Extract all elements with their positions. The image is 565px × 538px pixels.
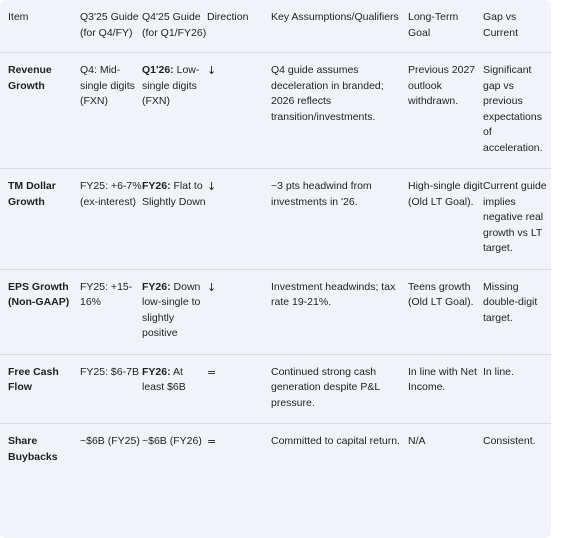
row-q4-guide-value: At least $6B [142, 365, 186, 393]
row-lt-goal: Previous 2027 outlook withdrawn. [408, 64, 476, 107]
header-q3-guide: Q3'25 Guide (for Q4/FY) [80, 11, 139, 39]
row-q4-guide-period: FY26: [142, 280, 171, 293]
header-lt-goal: Long-Term Goal [408, 11, 459, 39]
table-row [0, 354, 551, 424]
row-q4-guide [142, 53, 207, 169]
row-lt-goal: In line with Net Income. [408, 365, 477, 393]
row-direction: ↓ [207, 64, 217, 77]
row-q4-guide-period: FY26: [142, 365, 171, 378]
row-item: Free Cash Flow [8, 365, 59, 393]
header-gap: Gap vs Current [483, 11, 519, 39]
table-row [0, 169, 551, 270]
row-direction: ↓ [207, 280, 217, 294]
header-q4-guide: Q4'25 Guide (for Q1/FY26) [142, 11, 207, 39]
row-q4-guide-period: Q1'26: [142, 64, 174, 76]
row-gap: Significant gap vs previous expectations of acceleration. [483, 64, 543, 154]
row-q4-guide-period: FY26: [142, 180, 171, 192]
row-lt-goal: High-single digit (Old LT Goal). [408, 180, 483, 208]
row-assumptions: Continued strong cash generation despite P&L pressure. [271, 365, 380, 409]
row-q3-guide: Q4: Mid-single digits (FXN) [80, 64, 135, 107]
row-q3-guide: ~$6B (FY25) [80, 435, 140, 447]
row-q3-guide: FY25: +15-16% [80, 280, 133, 308]
header-direction: Direction [207, 11, 249, 23]
row-item: TM Dollar Growth [8, 180, 56, 208]
row-assumptions: Committed to capital return. [271, 435, 400, 447]
row-item: Revenue Growth [8, 64, 52, 92]
row-assumptions: Investment headwinds; tax rate 19-21%. [271, 280, 396, 308]
table-row [0, 53, 551, 169]
header-assumptions: Key Assumptions/Qualifiers [271, 11, 399, 23]
row-q3-guide: FY25: +6-7% (ex-interest) [80, 180, 142, 208]
row-q4-guide [142, 354, 207, 424]
row-direction: ↓ [207, 180, 217, 193]
row-q4-guide-value: Down low-single to slightly positive [142, 280, 201, 339]
row-q3-guide: FY25: $6-7B [80, 365, 139, 378]
row-q4-guide-value: Low-single digits (FXN) [142, 64, 200, 107]
row-assumptions: Q4 guide assumes deceleration in branded; 2026 reflects transition/investments. [271, 64, 384, 123]
row-gap: Missing double-digit target. [483, 280, 538, 324]
table-row [0, 424, 551, 478]
row-gap: Consistent. [483, 435, 536, 447]
row-item: EPS Growth (Non-GAAP) [8, 280, 70, 308]
row-assumptions: ~3 pts headwind from investments in '26. [271, 180, 372, 208]
row-q4-guide-value: Flat to Slightly Down [142, 180, 206, 208]
row-lt-goal: N/A [408, 435, 426, 447]
row-direction: = [207, 365, 217, 379]
row-gap: In line. [483, 365, 514, 378]
table-row [0, 269, 551, 354]
row-q4-guide: ~$6B (FY26) [142, 435, 202, 447]
row-gap: Current guide implies negative real growth vs LT target. [483, 180, 547, 254]
row-item: Share Buybacks [8, 435, 58, 463]
row-q4-guide [142, 269, 207, 354]
row-direction: = [207, 435, 217, 448]
row-q4-guide [142, 169, 207, 270]
table-header-row [0, 0, 551, 53]
header-item: Item [8, 11, 29, 23]
row-lt-goal: Teens growth (Old LT Goal). [408, 280, 474, 308]
